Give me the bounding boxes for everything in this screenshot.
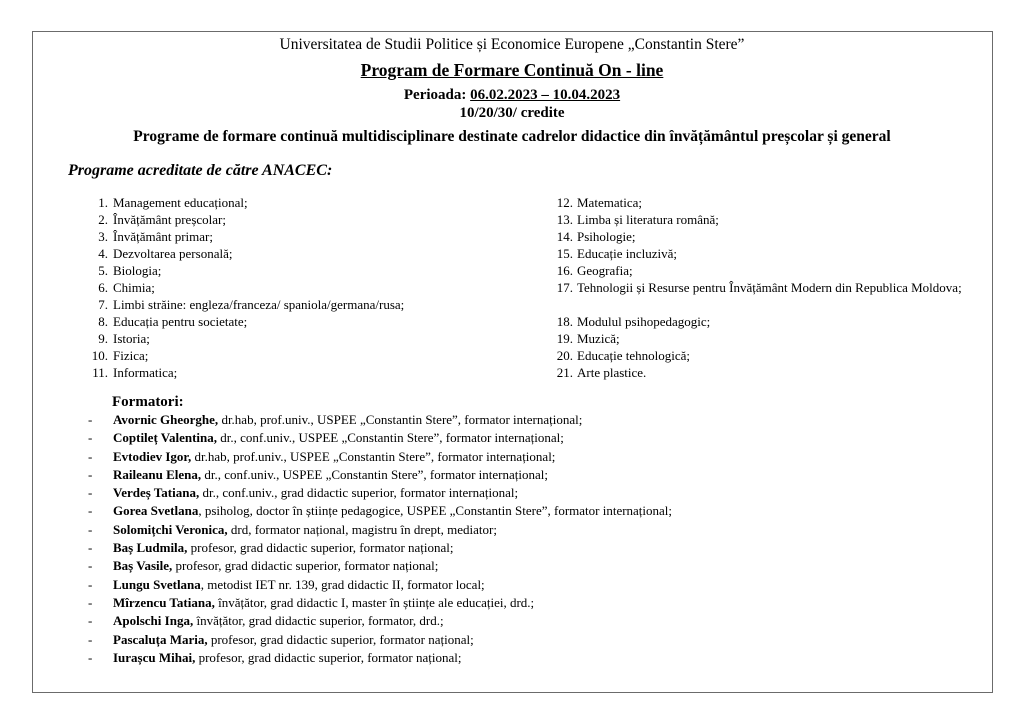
trainer-text — [113, 521, 497, 539]
program-number: 17. — [556, 280, 573, 295]
program-item — [80, 211, 520, 228]
program-name: Informatica; — [113, 365, 178, 380]
program-item — [553, 330, 973, 347]
program-name: Matematica; — [577, 195, 642, 210]
trainer-name: Mîrzencu Tatiana, — [113, 594, 215, 610]
trainer-details: profesor, grad didactic superior, formator național; — [195, 649, 462, 665]
trainer-text — [113, 576, 485, 594]
program-name: Psihologie; — [577, 229, 636, 244]
trainer-details: profesor, grad didactic superior, formator național; — [207, 631, 474, 647]
period-label: Perioada: — [403, 87, 467, 103]
program-item — [80, 194, 520, 211]
trainer-text — [113, 466, 548, 484]
dash-bullet: - — [88, 558, 93, 574]
dash-bullet: - — [88, 649, 93, 665]
trainer-name: Baș Ludmila, — [113, 540, 188, 556]
program-number: 16. — [556, 263, 573, 278]
program-name: Istoria; — [113, 331, 150, 346]
credits: 10/20/30/ credite — [459, 105, 565, 121]
trainer-text — [113, 411, 582, 429]
trainer-name: Gorea Svetlana — [113, 503, 199, 519]
trainer-text — [113, 649, 461, 667]
program-item — [553, 313, 973, 330]
trainer-details: dr., conf.univ., USPEE „Constantin Stere”, formator internațional; — [201, 466, 548, 482]
dash-bullet: - — [88, 466, 93, 482]
trainer-details: învățător, grad didactic superior, formator, drd.; — [193, 613, 444, 629]
program-number: 3. — [98, 229, 108, 244]
program-name: Învățământ preșcolar; — [113, 212, 226, 227]
trainer-name: Pascaluța Maria, — [113, 631, 208, 647]
trainer-text — [113, 539, 454, 557]
trainer-text — [113, 448, 555, 466]
program-number: 18. — [556, 314, 573, 329]
trainer-text — [113, 484, 518, 502]
trainer-details: drd, formator național, magistru în drept, mediator; — [227, 521, 497, 537]
trainer-name: Avornic Gheorghe, — [113, 412, 219, 427]
program-number: 19. — [556, 331, 573, 346]
program-name: Dezvoltarea personală; — [113, 246, 233, 261]
trainer-details: învățător, grad didactic I, master în științe ale educației, drd.; — [214, 594, 535, 610]
program-number: 9. — [98, 331, 108, 346]
dash-bullet: - — [88, 485, 93, 501]
trainer-details: dr., conf.univ., USPEE „Constantin Stere”, formator internațional; — [217, 430, 564, 446]
trainer-name: Solomițchi Veronica, — [113, 521, 228, 537]
program-number: 10. — [91, 348, 108, 363]
dash-bullet: - — [88, 448, 93, 464]
dash-bullet: - — [88, 594, 93, 610]
dash-bullet: - — [88, 412, 93, 427]
trainer-name: Coptileț Valentina, — [113, 430, 218, 446]
trainer-details: dr., conf.univ., grad didactic superior, formator internațional; — [199, 485, 519, 501]
program-name: Educația pentru societate; — [113, 314, 248, 329]
dash-bullet: - — [88, 613, 93, 629]
trainer-name: Lungu Svetlana — [113, 576, 201, 592]
program-number: 11. — [92, 365, 108, 380]
trainer-name: Verdeș Tatiana, — [113, 485, 200, 501]
trainer-text — [113, 631, 474, 649]
trainer-name: Baș Vasile, — [113, 558, 173, 574]
program-name: Muzică; — [577, 331, 620, 346]
program-name: Educație incluzivă; — [577, 246, 677, 261]
program-item — [553, 347, 973, 364]
trainer-name: Evtodiev Igor, — [113, 448, 192, 464]
program-name: Chimia; — [113, 280, 155, 295]
dash-bullet: - — [88, 521, 93, 537]
accredited-list-right — [553, 194, 973, 381]
dash-bullet: - — [88, 631, 93, 647]
program-number: 14. — [556, 229, 573, 244]
program-item — [553, 228, 973, 245]
program-item — [80, 347, 520, 364]
trainer-details: profesor, grad didactic superior, formator național; — [172, 558, 439, 574]
dash-bullet: - — [88, 430, 93, 446]
program-name: Geografia; — [577, 263, 633, 278]
program-name: Modulul psihopedagogic; — [577, 314, 711, 329]
program-item — [80, 262, 520, 279]
program-item — [80, 228, 520, 245]
period-line — [0, 87, 1024, 104]
accredited-list-left — [80, 194, 520, 381]
trainer-text — [113, 502, 672, 520]
program-number: 8. — [98, 314, 108, 329]
program-name: Tehnologii și Resurse pentru Învățământ Modern din Republica Moldova; — [577, 280, 962, 295]
period-value: 06.02.2023 – 10.04.2023 — [470, 87, 621, 103]
program-number: 5. — [98, 263, 108, 278]
program-number: 1. — [98, 195, 108, 210]
program-number: 13. — [556, 212, 573, 227]
trainer-details: profesor, grad didactic superior, formator național; — [187, 540, 454, 556]
trainer-name: Iurașcu Mihai, — [113, 649, 196, 665]
program-item — [80, 330, 520, 347]
program-number: 21. — [556, 365, 573, 380]
university-name: Universitatea de Studii Politice și Economice Europene „Constantin Stere” — [279, 36, 745, 53]
program-number: 4. — [98, 246, 108, 261]
program-number: 7. — [98, 297, 108, 312]
program-name: Educație tehnologică; — [577, 348, 690, 363]
dash-bullet: - — [88, 503, 93, 519]
program-name: Limbi străine: engleza/franceza/ spaniola/germana/rusa; — [113, 297, 405, 312]
program-number: 20. — [556, 348, 573, 363]
program-name: Biologia; — [113, 263, 162, 278]
trainer-text — [113, 612, 444, 630]
accredited-title: Programe acreditate de către ANACEC: — [68, 162, 333, 179]
program-name: Învățământ primar; — [113, 229, 213, 244]
program-item — [80, 245, 520, 262]
program-item — [553, 364, 973, 381]
program-item — [80, 296, 520, 313]
trainer-text — [113, 594, 534, 612]
trainer-name: Raileanu Elena, — [113, 466, 202, 482]
trainers-title: Formatori: — [112, 394, 184, 410]
program-item — [553, 211, 973, 228]
trainer-details: , metodist IET nr. 139, grad didactic II, formator local; — [200, 576, 485, 592]
program-item — [553, 279, 973, 313]
program-number: 6. — [98, 280, 108, 295]
trainer-text — [113, 429, 564, 447]
program-item — [553, 245, 973, 262]
program-name: Fizica; — [113, 348, 149, 363]
trainer-text — [113, 557, 438, 575]
trainer-details: dr.hab, prof.univ., USPEE „Constantin Stere”, formator internațional; — [218, 412, 583, 427]
program-item — [80, 313, 520, 330]
program-name: Management educațional; — [113, 195, 248, 210]
trainer-details: , psiholog, doctor în științe pedagogice, USPEE „Constantin Stere”, formator internațional; — [198, 503, 673, 519]
dash-bullet: - — [88, 540, 93, 556]
program-number: 2. — [98, 212, 108, 227]
program-item — [80, 279, 520, 296]
trainer-name: Apolschi Inga, — [113, 613, 194, 629]
program-item — [553, 262, 973, 279]
program-title: Program de Formare Continuă On - line — [360, 60, 664, 80]
program-description: Programe de formare continuă multidisciplinare destinate cadrelor didactice din învățământul preșcolar și general — [133, 128, 891, 145]
program-name: Arte plastice. — [577, 365, 647, 380]
program-name: Limba și literatura română; — [577, 212, 719, 227]
program-item — [80, 364, 520, 381]
program-number: 15. — [556, 246, 573, 261]
program-item — [553, 194, 973, 211]
trainer-details: dr.hab, prof.univ., USPEE „Constantin Stere”, formator internațional; — [191, 448, 556, 464]
dash-bullet: - — [88, 576, 93, 592]
program-number: 12. — [556, 195, 573, 210]
